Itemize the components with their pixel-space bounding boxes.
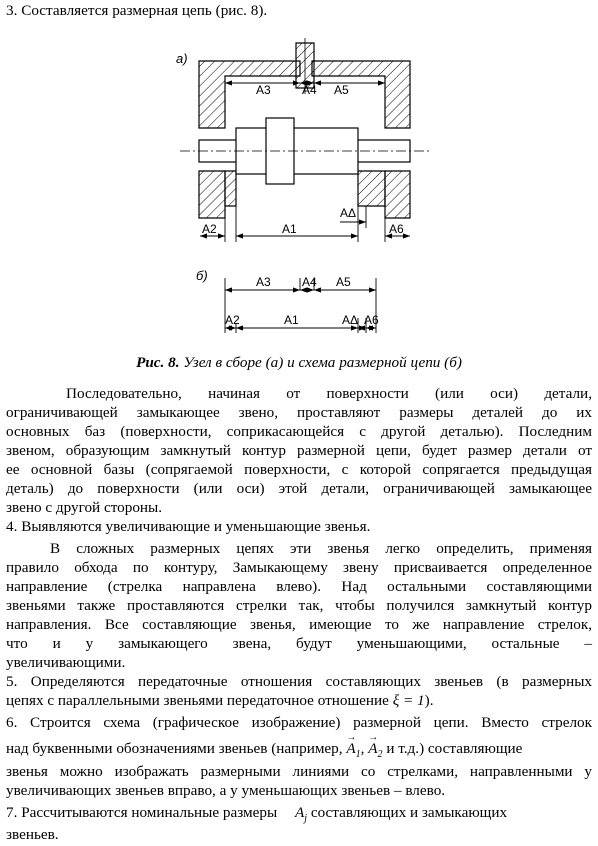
paragraph-line: звеном, образующим замкнутый контур размерной цепи, будет размер детали от (6, 442, 592, 459)
text-span: цепях с параллельными звеньями передаточное отношение (6, 692, 389, 709)
paragraph-line: звеньями также проставляются стрелки так, чтобы получился замкнутый контур (6, 597, 592, 614)
paragraph-line: В сложных размерных цепях эти звенья легко определить, применяя (50, 540, 592, 557)
dim-a6: A6 (389, 222, 404, 236)
text-span: 7. Рассчитываются номинальные размеры (6, 804, 278, 821)
caption-label: Рис. 8. (136, 354, 180, 371)
text-span: ). (424, 692, 434, 709)
assembly-figure (0, 28, 598, 348)
dim-a4: A4 (302, 83, 317, 97)
ratio-formula: ξ = 1 (392, 692, 425, 709)
paragraph-line: направления. Все составляющие звенья, имеющие то же направление стрелок, (6, 616, 592, 633)
symbol-aj: $A_j$ (294, 804, 308, 825)
paragraph-line: звеньев. (6, 826, 59, 843)
scheme-a6: A6 (364, 313, 379, 327)
paragraph-line: деталь) до поверхности (или оси) этой детали, ограничивающей замыкающее (6, 480, 592, 497)
dim-a3: A3 (256, 83, 271, 97)
paragraph-line: звено с другой стороны. (6, 499, 163, 516)
step-4-heading: 4. Выявляются увеличивающие и уменьшающие звенья. (6, 518, 371, 535)
paragraph-line: над буквенными обозначениями звеньев (например, → $A_1$, → $A_2$ и т.д.) составляющие (6, 740, 592, 764)
paragraph-line: основных баз (поверхности, соприкасающейся с другой деталью). Последним (6, 423, 592, 440)
paragraph-line: правило обхода по контуру, Замыкающему звену присваивается определенное (6, 559, 592, 576)
scheme-a4: A4 (302, 275, 317, 289)
text-span: над буквенными обозначениями звеньев (например, (6, 740, 343, 757)
figure-caption (0, 354, 598, 372)
scheme-a2: A2 (225, 313, 240, 327)
dim-a2: A2 (202, 222, 217, 236)
figure-label-b: б) (196, 268, 208, 283)
text-span: составляющих и замыкающих (310, 804, 508, 821)
scheme-adelta: AΔ (342, 313, 359, 327)
figure-label-a: а) (176, 51, 188, 66)
paragraph-line: ее основной базы (сопрягаемой поверхности, с которой сопрягается предыдущая (6, 461, 592, 478)
paragraph-line (6, 692, 592, 710)
paragraph-line: направление (стрелка направлена влево). Над остальными составляющими (6, 578, 592, 595)
paragraph-line: увеличивающими. (6, 654, 126, 671)
vector-a2: → $A_2$ (368, 740, 382, 764)
caption-text: Узел в сборе (а) и схема размерной цепи (б) (183, 354, 462, 371)
step-6-heading: 6. Строится схема (графическое изображение) размерной цепи. Вместо стрелок (6, 714, 592, 731)
text-span: и т.д.) составляющие (386, 740, 523, 757)
paragraph-line: увеличивающих звеньев вправо, а у уменьшающих звеньев – влево. (6, 782, 446, 799)
scheme-a3: A3 (256, 275, 271, 289)
paragraph-line: что и у замыкающего звена, будут уменьшающими, остальные – (6, 635, 592, 652)
paragraph-line: звенья можно изображать размерными линиями со стрелками, направленными у (6, 763, 592, 780)
paragraph-line: Последовательно, начиная от поверхности (или оси) детали, (66, 385, 592, 402)
step-7-heading (6, 804, 592, 828)
paragraph-line: ограничивающей замыкающее звено, проставляют размеры деталей до их (6, 404, 592, 421)
step-5-heading: 5. Определяются передаточные отношения составляющих звеньев (в размерных (6, 673, 592, 690)
scheme-a1: A1 (284, 313, 299, 327)
dim-adelta: AΔ (340, 206, 357, 220)
scheme-a5: A5 (336, 275, 351, 289)
dim-a1: A1 (282, 222, 297, 236)
dim-a5: A5 (334, 83, 349, 97)
step-3-heading: 3. Составляется размерная цепь (рис. 8). (6, 2, 268, 19)
vector-a1: → $A_1$ (346, 740, 360, 764)
